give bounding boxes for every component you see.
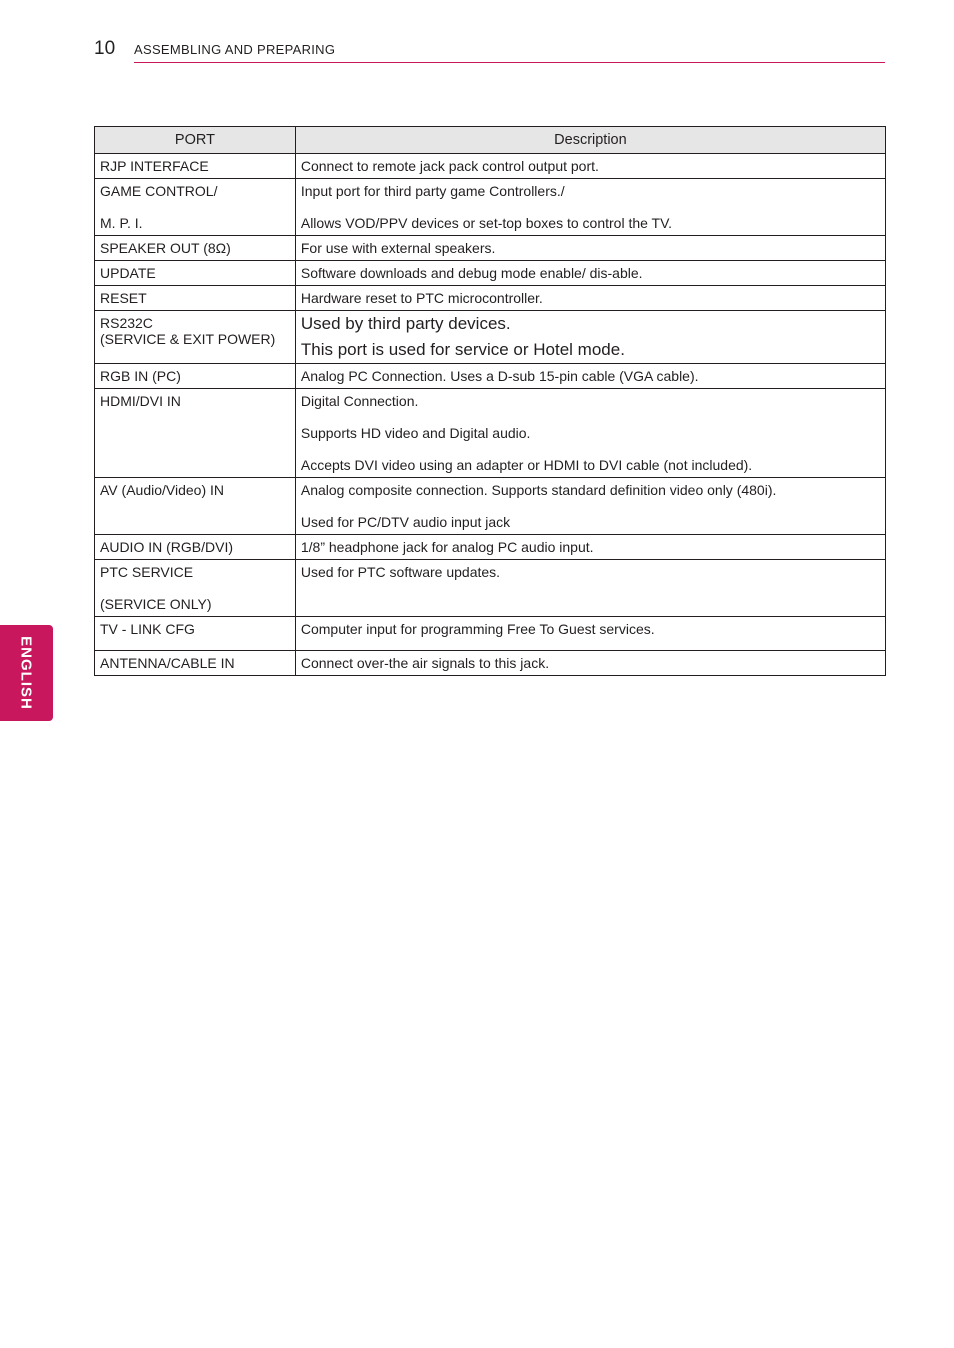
description-cell [295,286,885,311]
port-cell [95,261,296,286]
port-description: 1/8” headphone jack for analog PC audio input. [300,539,594,555]
port-name: HDMI/DVI IN [100,393,181,409]
description-cell [295,261,885,286]
port-name: RJP INTERFACE [100,158,209,174]
port-description: Used by third party devices. [300,314,511,333]
description-cell [295,311,885,364]
port-description: Computer input for programming Free To Guest services. [300,621,655,637]
header-divider [134,62,885,63]
port-name-line-2: M. P. I. [100,215,143,231]
table-row [95,179,886,236]
description-cell [295,364,885,389]
port-name-line-2: (SERVICE & EXIT POWER) [100,331,276,347]
table-row [95,617,886,651]
description-cell [295,179,885,236]
table-row [95,154,886,179]
table-row [95,364,886,389]
table-row [95,478,886,535]
column-header-port: PORT [95,127,296,154]
port-cell [95,535,296,560]
table-row [95,560,886,617]
port-name: RS232C [100,315,153,331]
port-description: Hardware reset to PTC microcontroller. [300,290,543,306]
port-cell [95,560,296,617]
port-name: AUDIO IN (RGB/DVI) [100,539,234,555]
description-cell [295,389,885,478]
description-cell [295,535,885,560]
port-cell [95,286,296,311]
port-name: TV - LINK CFG [100,621,195,637]
port-name: RGB IN (PC) [100,368,181,384]
port-table [94,126,886,676]
port-description-line-3: Accepts DVI video using an adapter or HDMI to DVI cable (not included). [300,457,753,473]
description-cell [295,617,885,651]
port-description: For use with external speakers. [300,240,496,256]
port-description-line-2: Used for PC/DTV audio input jack [300,514,511,530]
column-header-description: Description [295,127,885,154]
port-name: SPEAKER OUT (8Ω) [100,240,231,256]
language-tab [0,625,53,721]
port-description: Digital Connection. [300,393,419,409]
description-cell [295,154,885,179]
table-row [95,311,886,364]
port-name: AV (Audio/Video) IN [100,482,224,498]
port-cell [95,389,296,478]
port-description-line-2: Supports HD video and Digital audio. [300,425,531,441]
port-name: PTC SERVICE [100,564,194,580]
port-description: Connect to remote jack pack control output port. [300,158,599,174]
description-cell [295,560,885,617]
port-description-line-2: Allows VOD/PPV devices or set-top boxes to control the TV. [300,215,673,231]
page-header [94,38,885,63]
port-description-line-2: This port is used for service or Hotel mode. [300,340,625,359]
port-description: Input port for third party game Controllers./ [300,183,565,199]
description-cell [295,651,885,676]
section-title: ASSEMBLING AND PREPARING [134,42,336,57]
description-cell [295,236,885,261]
port-description: Analog PC Connection. Uses a D-sub 15-pin cable (VGA cable). [300,368,699,384]
language-tab-label: ENGLISH [17,636,35,710]
port-description: Analog composite connection. Supports standard definition video only (480i). [300,482,777,498]
port-description: Software downloads and debug mode enable/ dis-able. [300,265,643,281]
port-description: Connect over-the air signals to this jack. [300,655,550,671]
port-name: GAME CONTROL/ [100,183,218,199]
port-cell [95,236,296,261]
port-cell [95,617,296,651]
port-cell [95,179,296,236]
table-row [95,389,886,478]
port-name: ANTENNA/CABLE IN [100,655,235,671]
port-cell [95,651,296,676]
port-cell [95,364,296,389]
table-row [95,535,886,560]
port-cell [95,154,296,179]
description-cell [295,478,885,535]
port-name: UPDATE [100,265,156,281]
page-number: 10 [94,38,116,59]
port-name: RESET [100,290,147,306]
table-row [95,651,886,676]
table-row [95,261,886,286]
port-cell [95,478,296,535]
table-header-row [95,127,886,154]
port-description: Used for PTC software updates. [300,564,501,580]
port-name-line-2: (SERVICE ONLY) [100,596,212,612]
table-row [95,286,886,311]
port-cell [95,311,296,364]
table-row [95,236,886,261]
